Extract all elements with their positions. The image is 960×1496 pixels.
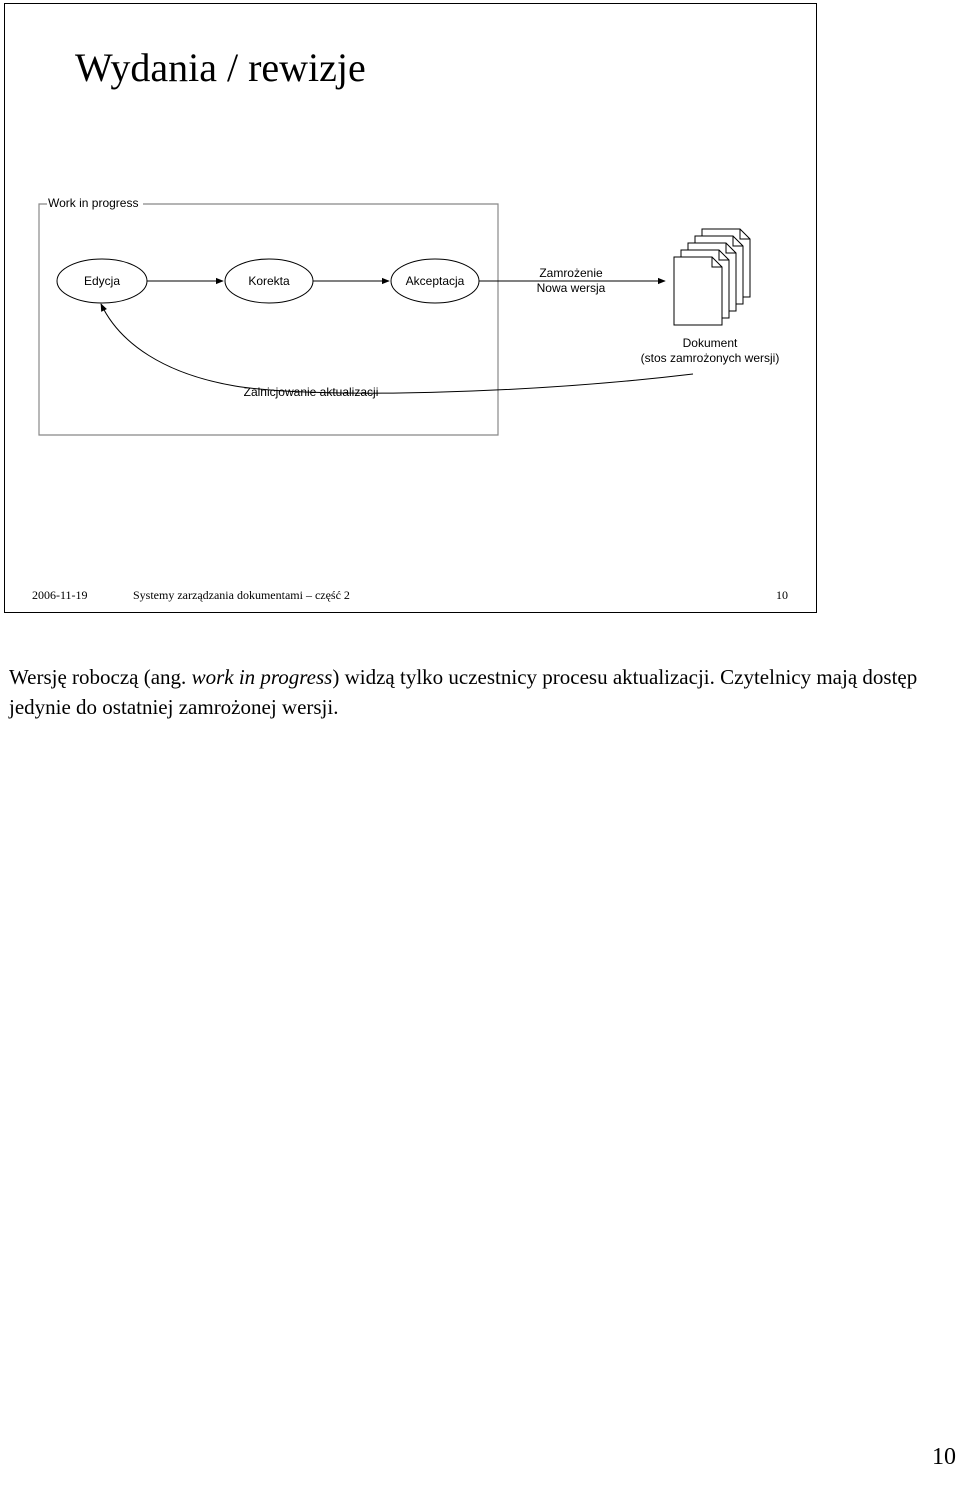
notes-part2: ) widzą tylko uczestnicy procesu aktualizacji. Czytelnicy mają dostęp jedynie do ostatniej zamrożonej wersji. [9, 665, 918, 719]
state-akceptacja-label: Akceptacja [405, 274, 465, 288]
feedback-label: Zainicjowanie aktualizacji [243, 385, 379, 399]
notes-paragraph [9, 662, 939, 722]
state-korekta-label: Korekta [248, 274, 290, 288]
footer-course: Systemy zarządzania dokumentami – część 2 [133, 588, 350, 602]
workflow-diagram [5, 4, 818, 614]
state-akceptacja [391, 259, 479, 303]
feedback-arrow [101, 304, 693, 393]
freeze-label-line1: Zamrożenie [539, 266, 603, 280]
footer-date: 2006-11-19 [32, 588, 88, 602]
state-korekta [225, 259, 313, 303]
document-label-line1: Dokument [682, 336, 738, 350]
freeze-label-line2: Nowa wersja [536, 281, 606, 295]
slide-title: Wydania / rewizje [75, 45, 366, 90]
document-stack-icon [674, 229, 750, 325]
notes-part1: Wersję roboczą (ang. [9, 665, 192, 689]
state-edycja-label: Edycja [83, 274, 121, 288]
footer-slide-number: 10 [776, 588, 788, 602]
document-label-line2: (stos zamrożonych wersji) [640, 351, 780, 365]
slide [4, 3, 817, 613]
state-edycja [57, 259, 147, 303]
notes-emphasis: work in progress [191, 665, 333, 689]
frame-label: Work in progress [48, 196, 139, 210]
page-number: 10 [932, 1444, 956, 1470]
